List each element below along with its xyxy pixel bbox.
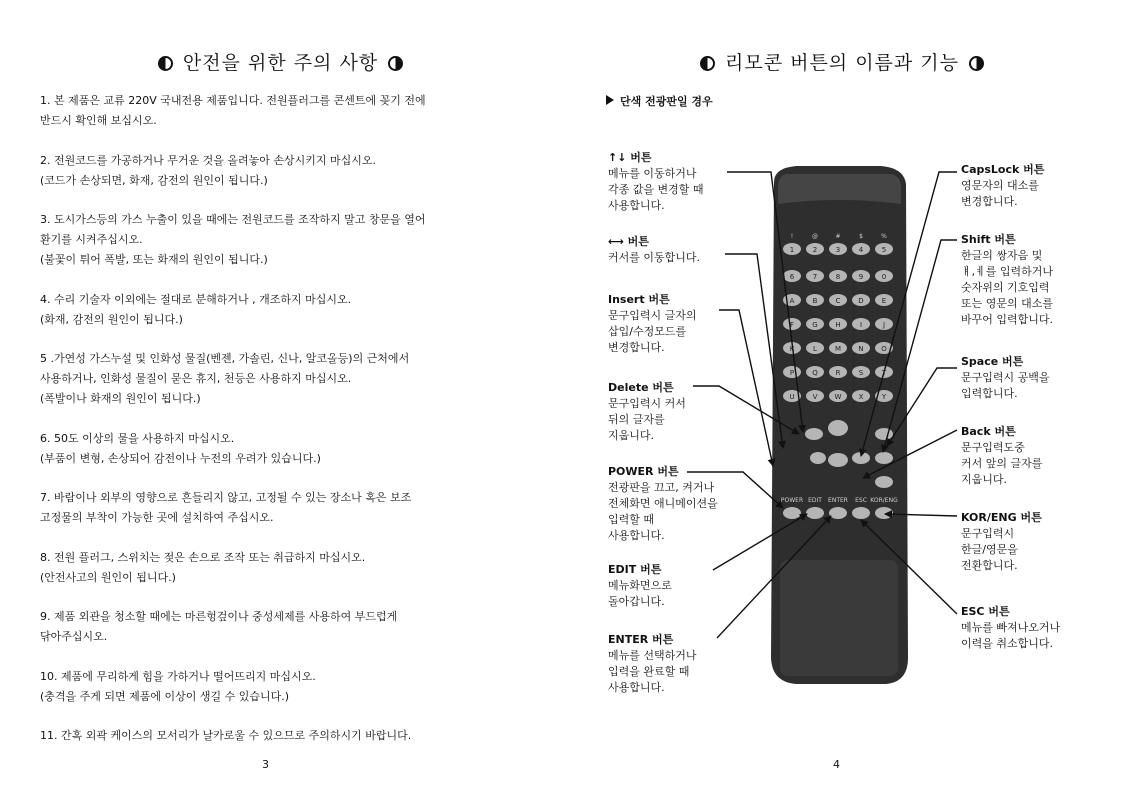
subheading-text: 단색 전광판일 경우	[620, 95, 713, 108]
remote-key-label: O	[881, 345, 887, 353]
left-page-title	[0, 48, 561, 75]
safety-item	[40, 429, 522, 469]
label-shift	[961, 232, 1053, 328]
function-key	[875, 507, 893, 519]
remote-key-label: T	[881, 369, 887, 377]
safety-item-line: 5 .가연성 가스누설 및 인화성 물질(벤젠, 가솔린, 신나, 알코올등)의 근처에서	[40, 352, 410, 365]
label-line: 사용합니다.	[608, 199, 665, 212]
label-line: 입력합니다.	[961, 387, 1018, 400]
safety-item-line: (화재, 감전의 원인이 됩니다.)	[40, 312, 183, 326]
remote-key-caption: @	[812, 233, 818, 240]
left-page	[0, 0, 561, 794]
safety-item-line: 사용하거나, 인화성 물질이 묻은 휴지, 천등은 사용하지 마십시오.	[40, 372, 352, 385]
label-line: 지웁니다.	[961, 473, 1008, 486]
remote-key-label: K	[789, 345, 795, 353]
label-line: 영문자의 대소를	[961, 179, 1039, 192]
label-line: 지웁니다.	[608, 429, 655, 442]
left-title-text: 안전을 위한 주의 사항	[182, 52, 379, 74]
remote-key-label: 9	[858, 273, 864, 281]
label-line: 이력을 취소합니다.	[961, 637, 1054, 650]
label-line: 변경합니다.	[961, 195, 1018, 208]
label-line: 전환합니다.	[961, 559, 1018, 572]
label-line: 메뉴를 선택하거나	[608, 649, 697, 662]
safety-item-line: 7. 바람이나 외부의 영향으로 흔들리지 않고, 고정될 수 있는 장소나 혹은 보조	[40, 491, 412, 504]
remote-key-caption: POWER	[780, 497, 804, 504]
safety-item	[40, 607, 522, 647]
label-koreng-head: KOR/ENG 버튼	[961, 511, 1042, 524]
remote-key-label: Y	[881, 393, 887, 401]
remote-key-label: C	[835, 297, 841, 305]
safety-item-line: (부품이 변형, 손상되어 감전이나 누전의 우려가 있습니다.)	[40, 451, 321, 465]
remote-key-label: J	[882, 321, 886, 329]
safety-item-line: 4. 수리 기술자 이외에는 절대로 분해하거나 , 개조하지 마십시오.	[40, 292, 352, 306]
safety-item-line: 2. 전원코드를 가공하거나 무거운 것을 올려놓아 손상시키지 마십시오.	[40, 153, 376, 167]
label-line: 메뉴화면으로	[608, 579, 672, 592]
label-line: 사용합니다.	[608, 681, 665, 694]
remote-key-label: U	[789, 393, 795, 401]
safety-item-line: 환기를 시켜주십시오.	[40, 233, 143, 246]
remote-key-label: M	[834, 345, 842, 353]
safety-item-line: (코드가 손상되면, 화재, 감전의 원인이 됩니다.)	[40, 173, 268, 187]
label-space	[961, 354, 1050, 402]
remote-grip	[780, 560, 898, 676]
remote-key-label: 8	[835, 273, 841, 281]
safety-item-line: 6. 50도 이상의 물을 사용하지 마십시오.	[40, 431, 235, 445]
remote-key	[805, 428, 823, 440]
label-line: 한글/영문을	[961, 543, 1018, 556]
label-line: 한글의 쌍자음 및	[961, 249, 1043, 262]
label-line: 입력할 때	[608, 513, 655, 526]
label-line: 커서를 이동합니다.	[608, 251, 701, 264]
remote-key-caption: KOR/ENG	[870, 497, 898, 504]
remote-key-label: 2	[812, 246, 818, 254]
safety-list	[40, 91, 522, 766]
safety-item	[40, 349, 522, 409]
label-line: 문구입력시 커서	[608, 397, 686, 410]
safety-item-line: 10. 제품에 무리하게 힘을 가하거나 떨어뜨리지 마십시오.	[40, 669, 316, 683]
label-enter-head: ENTER 버튼	[608, 633, 674, 646]
remote-key-caption: ENTER	[828, 497, 848, 504]
remote-top-shine	[778, 174, 901, 204]
safety-item	[40, 91, 522, 131]
label-capslock	[961, 162, 1044, 210]
nav-right-key	[852, 452, 870, 464]
safety-item-line: 닦아주십시오.	[40, 630, 108, 643]
nav-down-key	[828, 453, 848, 467]
label-esc	[961, 604, 1060, 652]
label-line: 입력을 완료할 때	[608, 665, 690, 678]
label-line: 변경합니다.	[608, 341, 665, 354]
safety-item-line: (폭발이나 화재의 원인이 됩니다.)	[40, 392, 201, 405]
label-back-head: Back 버튼	[961, 425, 1016, 438]
safety-item-line: 1. 본 제품은 교류 220V 국내전용 제품입니다. 전원플러그를 콘센트에 꽂기 전에	[40, 94, 426, 107]
page-number: 3	[262, 758, 269, 771]
remote-key-caption: $	[859, 233, 863, 240]
label-power-head: POWER 버튼	[608, 465, 679, 478]
remote-key-label: R	[835, 369, 841, 377]
label-insert-head: Insert 버튼	[608, 293, 670, 306]
function-key	[829, 507, 847, 519]
remote-key-label: G	[812, 321, 818, 329]
safety-item-line: 9. 제품 외관을 청소할 때에는 마른헝겊이나 중성세제를 사용하여 부드럽게	[40, 610, 398, 623]
label-delete	[608, 380, 686, 444]
remote-key-label: 1	[789, 246, 795, 254]
nav-up-key	[828, 420, 848, 436]
remote-key-caption: EDIT	[808, 497, 822, 504]
remote-key-label: Q	[812, 369, 818, 377]
label-power	[608, 464, 718, 544]
half-circle-icon	[700, 56, 715, 71]
safety-item-line: (충격을 주게 되면 제품에 이상이 생길 수 있습니다.)	[40, 689, 290, 703]
label-back	[961, 424, 1042, 488]
label-leftright-head: ⟷ 버튼	[608, 235, 649, 248]
safety-item	[40, 488, 522, 528]
remote-key-label: V	[812, 393, 818, 401]
remote-key-label: W	[834, 393, 842, 401]
safety-item-line: (불꽃이 튀어 폭발, 또는 화재의 원인이 됩니다.)	[40, 253, 268, 266]
label-updown	[608, 150, 704, 214]
safety-item-line: 고정물의 부착이 가능한 곳에 설치하여 주십시오.	[40, 511, 274, 524]
remote-key-label: N	[858, 345, 864, 353]
safety-item	[40, 290, 522, 330]
function-key	[806, 507, 824, 519]
arrow-insert	[719, 310, 773, 466]
remote-key-label: X	[858, 393, 864, 401]
right-title-text: 리모콘 버튼의 이름과 기능	[724, 52, 959, 74]
page-number: 4	[833, 758, 840, 771]
label-line: 또는 영문의 대소를	[961, 297, 1054, 310]
remote-key-caption: #	[835, 233, 841, 240]
label-line: 돌아갑니다.	[608, 595, 665, 608]
label-line: 전광판을 끄고, 켜거나	[608, 481, 715, 494]
label-line: ㅒ,ㅖ를 입력하거나	[961, 265, 1054, 278]
remote-key	[875, 476, 893, 488]
remote-key-label: 7	[812, 273, 818, 281]
label-edit	[608, 562, 672, 610]
remote-key-label: B	[812, 297, 818, 305]
label-koreng	[961, 510, 1042, 574]
safety-item	[40, 210, 522, 270]
remote-key-label: 3	[835, 246, 841, 254]
label-insert	[608, 292, 697, 356]
half-circle-icon	[158, 56, 173, 71]
label-line: 메뉴를 이동하거나	[608, 167, 697, 180]
safety-item-line: 3. 도시가스등의 가스 누출이 있을 때에는 전원코드를 조작하지 말고 창문을 열어	[40, 213, 426, 226]
remote-key	[875, 452, 893, 464]
remote-key-label: 5	[881, 246, 887, 254]
nav-left-key	[810, 452, 826, 464]
safety-item	[40, 667, 522, 707]
remote-key-label: H	[835, 321, 841, 329]
remote-key-label: S	[858, 369, 864, 377]
remote-key-caption: %	[881, 233, 887, 240]
label-line: 문구입력도중	[961, 441, 1025, 454]
remote-key-label: P	[789, 369, 795, 377]
remote-key-label: E	[881, 297, 887, 305]
safety-item	[40, 726, 522, 746]
label-space-head: Space 버튼	[961, 355, 1024, 368]
remote-key-label: 6	[789, 273, 795, 281]
label-updown-head: ↑↓ 버튼	[608, 151, 652, 164]
label-line: 삽입/수정모드를	[608, 325, 687, 338]
label-enter	[608, 632, 697, 696]
label-delete-head: Delete 버튼	[608, 381, 674, 394]
label-line: 숫자위의 기호입력	[961, 281, 1050, 294]
remote-key-label: L	[813, 345, 817, 353]
label-line: 뒤의 글자를	[608, 413, 665, 426]
function-key	[852, 507, 870, 519]
function-key	[783, 507, 801, 519]
label-line: 각종 값을 변경할 때	[608, 183, 704, 196]
half-circle-icon	[388, 56, 403, 71]
remote-key-caption: !	[790, 233, 794, 240]
triangle-bullet-icon	[606, 95, 614, 105]
safety-item-line: 11. 간혹 외곽 케이스의 모서리가 날카로울 수 있으므로 주의하시기 바랍니다.	[40, 729, 412, 742]
safety-item-line: 반드시 확인해 보십시오.	[40, 114, 157, 127]
remote-key-label: A	[789, 297, 795, 305]
remote-key-label: 4	[858, 246, 864, 254]
remote-key-label: 0	[881, 273, 887, 281]
safety-item	[40, 151, 522, 191]
label-line: 문구입력시 공백을	[961, 371, 1050, 384]
label-shift-head: Shift 버튼	[961, 233, 1016, 246]
right-page	[561, 0, 1123, 794]
label-line: 전체화면 애니메이션을	[608, 497, 718, 510]
remote-key-label: I	[859, 321, 863, 329]
label-line: 문구입력시	[961, 527, 1015, 540]
label-line: 사용합니다.	[608, 529, 665, 542]
half-circle-icon	[969, 56, 984, 71]
label-leftright	[608, 234, 700, 266]
label-line: 바꾸어 입력합니다.	[961, 313, 1054, 326]
label-esc-head: ESC 버튼	[961, 605, 1010, 618]
remote-control-illustration	[766, 160, 911, 690]
remote-key-label: F	[789, 321, 795, 329]
label-line: 문구입력시 글자의	[608, 309, 697, 322]
safety-item	[40, 548, 522, 588]
right-page-title	[561, 48, 1123, 75]
label-line: 메뉴를 빠져나오거나	[961, 621, 1061, 634]
remote-key	[875, 428, 893, 440]
remote-key-label: D	[858, 297, 864, 305]
safety-item-line: (안전사고의 원인이 됩니다.)	[40, 570, 176, 584]
remote-key-caption: ESC	[855, 497, 867, 504]
label-edit-head: EDIT 버튼	[608, 563, 662, 576]
subheading	[606, 93, 713, 109]
label-line: 커서 앞의 글자를	[961, 457, 1043, 470]
label-capslock-head: CapsLock 버튼	[961, 163, 1045, 176]
safety-item-line: 8. 전원 플러그, 스위치는 젖은 손으로 조작 또는 취급하지 마십시오.	[40, 550, 366, 564]
